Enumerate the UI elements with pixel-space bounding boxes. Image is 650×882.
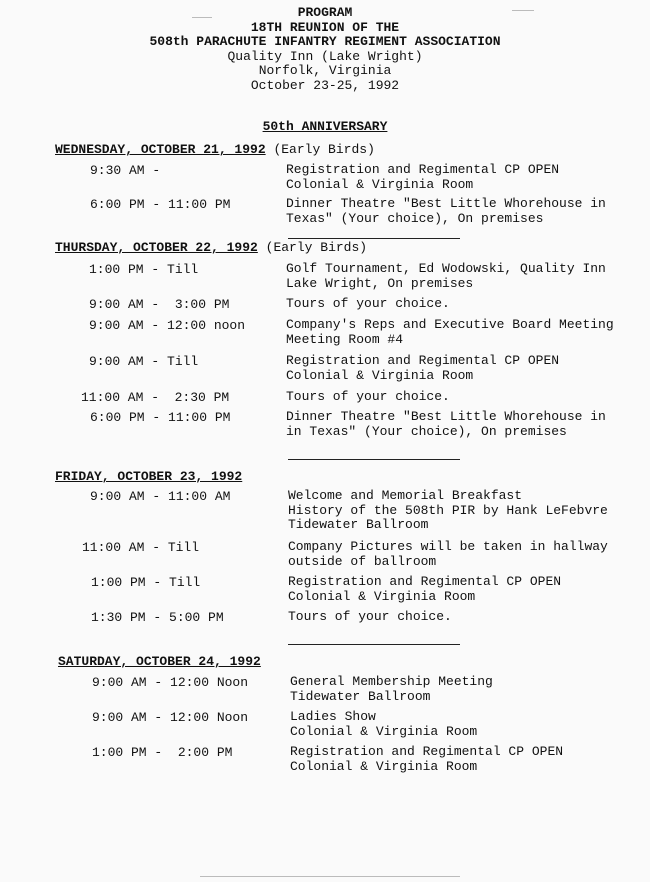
event-description: Tours of your choice.: [288, 609, 452, 624]
event-description: Dinner Theatre "Best Little Whorehouse in Texas" (Your choice), On premises: [286, 196, 606, 226]
scan-mark: [512, 10, 534, 11]
venue: Quality Inn (Lake Wright): [227, 48, 423, 64]
day-note: (Early Birds): [265, 240, 368, 255]
day-title: FRIDAY, OCTOBER 23, 1992: [55, 469, 243, 484]
event-description: Company's Reps and Executive Board Meeting Meeting Room #4: [286, 317, 614, 347]
event-dates: October 23-25, 1992: [250, 77, 400, 93]
event-time: 11:00 AM - Till: [82, 540, 200, 555]
day-title: THURSDAY, OCTOBER 22, 1992: [55, 240, 258, 255]
event-description: General Membership Meeting Tidewater Ballroom: [290, 674, 493, 704]
event-description: Ladies Show Colonial & Virginia Room: [290, 709, 478, 739]
association-name: 508th PARACHUTE INFANTRY REGIMENT ASSOCIATION: [149, 34, 501, 50]
divider: [288, 238, 460, 239]
day-heading-friday: [55, 469, 242, 484]
event-time: 1:00 PM - Till: [89, 262, 199, 277]
event-time: 1:00 PM - 2:00 PM: [92, 745, 233, 760]
event-time: 1:00 PM - Till: [91, 575, 201, 590]
event-description: Registration and Regimental CP OPEN Colonial & Virginia Room: [290, 744, 564, 774]
event-description: Registration and Regimental CP OPEN Colonial & Virginia Room: [286, 353, 560, 383]
event-description: Registration and Regimental CP OPEN Colonial & Virginia Room: [286, 162, 560, 192]
event-time: 9:00 AM - 12:00 noon: [89, 318, 246, 333]
event-time: 9:00 AM - 12:00 Noon: [92, 675, 249, 690]
day-title: SATURDAY, OCTOBER 24, 1992: [58, 654, 261, 669]
event-time: 9:00 AM - 3:00 PM: [89, 297, 230, 312]
day-note: (Early Birds): [273, 142, 375, 157]
event-time: 11:00 AM - 2:30 PM: [81, 390, 230, 405]
reunion-title: 18TH REUNION OF THE: [250, 19, 400, 35]
event-time: 9:00 AM - 12:00 Noon: [92, 710, 249, 725]
divider: [288, 459, 460, 460]
event-description: Golf Tournament, Ed Wodowski, Quality Inn Lake Wright, On premises: [286, 261, 606, 291]
anniversary-heading: 50th ANNIVERSARY: [262, 119, 388, 134]
scan-mark: [192, 17, 212, 18]
day-heading-saturday: [58, 654, 261, 669]
event-description: Tours of your choice.: [286, 389, 450, 404]
divider: [288, 644, 460, 645]
event-time: 6:00 PM - 11:00 PM: [90, 410, 231, 425]
event-description: Welcome and Memorial Breakfast History of the 508th PIR by Hank LeFebvre Tidewater Ballroom: [288, 488, 608, 532]
event-description: Company Pictures will be taken in hallway outside of ballroom: [288, 539, 608, 569]
day-heading-thursday: [55, 240, 367, 255]
scan-mark: [200, 876, 460, 877]
event-time: 9:00 AM - Till: [89, 354, 199, 369]
day-heading-wednesday: [55, 142, 375, 157]
event-time: 1:30 PM - 5:00 PM: [91, 610, 224, 625]
event-description: Dinner Theatre "Best Little Whorehouse in in Texas" (Your choice), On premises: [286, 409, 606, 439]
day-title: WEDNESDAY, OCTOBER 21, 1992: [55, 142, 266, 157]
program-header: [0, 6, 650, 94]
event-time: 9:00 AM - 11:00 AM: [90, 489, 231, 504]
city: Norfolk, Virginia: [258, 63, 392, 79]
event-description: Registration and Regimental CP OPEN Colonial & Virginia Room: [288, 574, 562, 604]
event-time: 6:00 PM - 11:00 PM: [90, 197, 231, 212]
event-time: 9:30 AM -: [90, 163, 161, 178]
program-label: PROGRAM: [297, 5, 353, 20]
event-description: Tours of your choice.: [286, 296, 450, 311]
